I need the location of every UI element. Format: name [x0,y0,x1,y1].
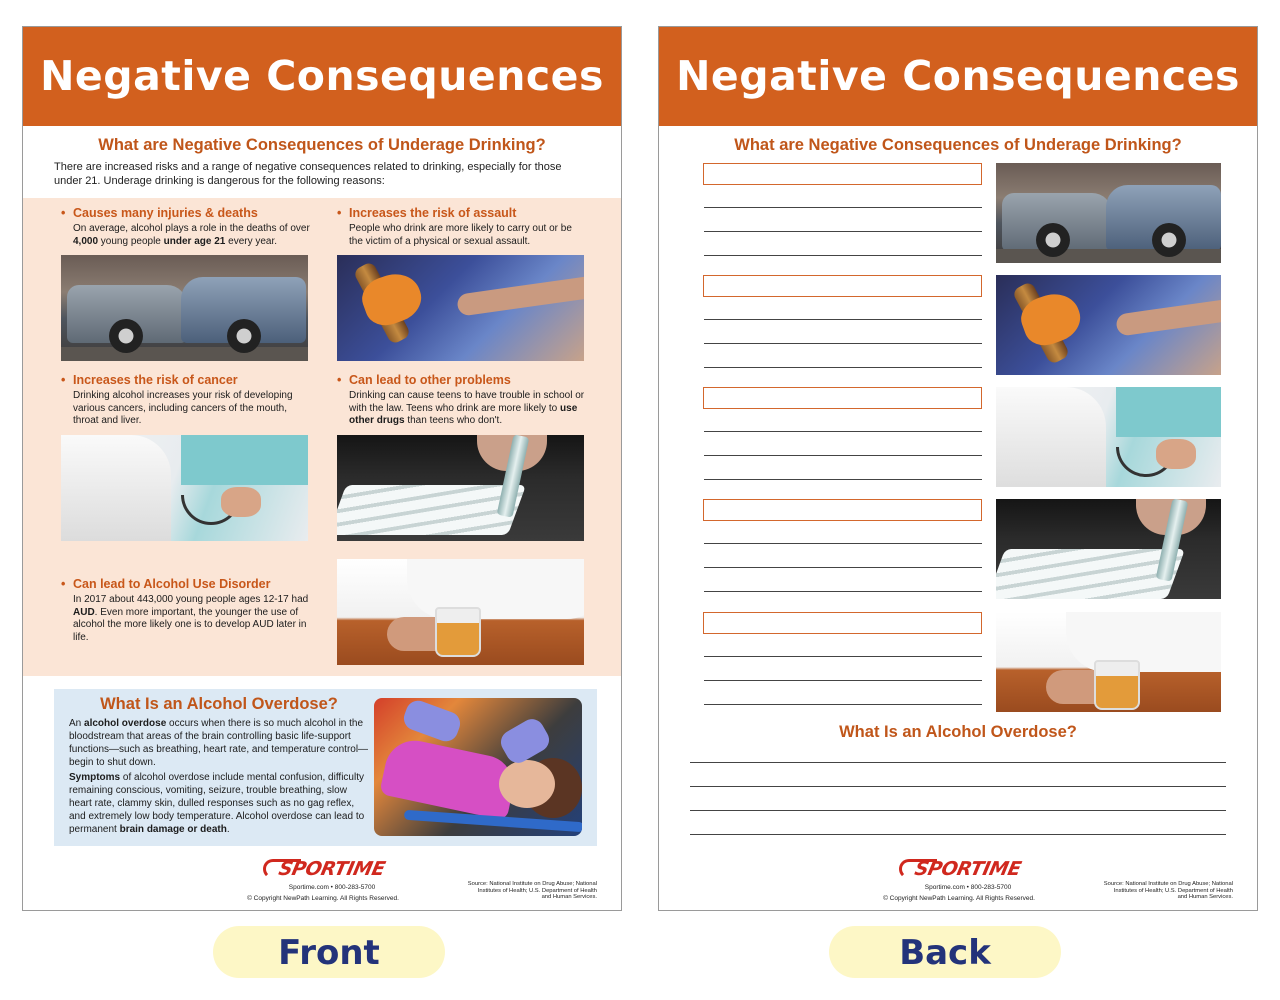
answer-line[interactable] [704,680,982,681]
answer-line[interactable] [704,431,982,432]
car-crash-photo [996,163,1221,263]
copyright-notice: © Copyright NewPath Learning. All Rights Reserved. [247,895,399,902]
text-run: People who drink are more likely to carry out or be the victim of a physical or sexual assault. [349,223,572,247]
text-emphasis: AUD [73,606,95,618]
doctor-patient-photo [61,435,308,541]
answer-line[interactable] [704,319,982,320]
text-emphasis: 4,000 [73,235,99,247]
reason-item [337,373,587,428]
overdose-panel [54,689,597,846]
text-run: than teens who don't. [404,415,503,427]
reason-title-text: Can lead to other problems [349,373,511,387]
answer-line[interactable] [704,656,982,657]
text-run: On average, alcohol plays a role in the deaths of over [73,223,310,234]
reason-description [337,390,587,428]
reason-title: • Can lead to other problems [337,373,511,387]
sportime-logo [893,853,1043,885]
reason-title: • Increases the risk of cancer [61,373,238,387]
text-run: . [226,824,230,835]
reason-item [61,373,311,428]
page-title: Negative Consequences [659,27,1257,126]
text-run: young people [98,235,164,247]
front-page [22,26,622,911]
section-heading: What are Negative Consequences of Underage Drinking? [98,136,546,154]
text-emphasis: under age 21 [163,235,226,247]
answer-line[interactable] [704,704,982,705]
answer-line[interactable] [704,343,982,344]
answer-line[interactable] [704,591,982,592]
reason-description [337,223,587,248]
reason-title: • Can lead to Alcohol Use Disorder [61,577,271,591]
reason-item [337,206,587,248]
reason-title-text: Increases the risk of assault [349,206,517,220]
text-run: An [69,718,85,729]
text-emphasis: use other drugs [349,402,578,427]
answer-line[interactable] [704,231,982,232]
text-emphasis: alcohol overdose [84,718,167,729]
text-run: of alcohol overdose include mental confusion, difficulty remaining conscious, vomiting, seizure, trouble breathing, slow heart rate, clammy skin, dulled responses such as no gag reflex, and extremely low body temperature. Alcohol overdose can lead to permanent [69,772,365,835]
copyright-notice: © Copyright NewPath Learning. All Rights Reserved. [883,895,1035,902]
back-page [658,26,1258,911]
text-emphasis: brain damage or death [119,824,227,835]
reason-description [61,223,311,248]
answer-line[interactable] [690,786,1226,787]
answer-line[interactable] [704,207,982,208]
front-label: Front [213,926,445,978]
doctor-patient-photo [996,387,1221,487]
text-run: occurs when there is so much alcohol in the bloodstream that areas of the brain controlling basic life-support functions—such as breathing, heart rate, and temperature control—begin to shut down. [69,718,369,768]
text-run: Drinking alcohol increases your risk of developing various cancers, including cancers of the mouth, throat and liver. [73,390,293,427]
answer-title-box[interactable] [703,387,982,409]
back-label: Back [829,926,1061,978]
reason-title-text: Increases the risk of cancer [73,373,238,387]
whiskey-glass-photo [996,612,1221,712]
reason-description [61,594,311,645]
answer-line[interactable] [704,455,982,456]
page-footer [23,853,621,909]
drugs-photo [337,435,584,541]
source-note: Source: National Institute on Drug Abuse; National Institutes of Health; U.S. Department of Health and Human Services. [467,881,597,901]
answer-line[interactable] [704,567,982,568]
intro-text: There are increased risks and a range of negative consequences related to drinking, especially for those under 21. Underage drinking is dangerous for the following reasons: [54,161,562,187]
brand-name: SPORTIME [276,858,387,880]
overdose-paragraph [69,717,369,769]
reason-title-text: Causes many injuries & deaths [73,206,258,220]
reason-description [61,390,311,428]
overdose-photo [374,698,582,836]
answer-line[interactable] [704,255,982,256]
answer-line[interactable] [690,810,1226,811]
whiskey-glass-photo [337,559,584,665]
car-crash-photo [61,255,308,361]
reason-item [61,577,311,645]
overdose-text [69,717,369,836]
answer-line[interactable] [690,834,1226,835]
answer-title-box[interactable] [703,275,982,297]
sportime-logo [257,853,407,885]
answer-line[interactable] [704,479,982,480]
source-note: Source: National Institute on Drug Abuse; National Institutes of Health; U.S. Department of Health and Human Services. [1103,881,1233,901]
answer-title-box[interactable] [703,499,982,521]
overdose-heading: What Is an Alcohol Overdose? [100,695,338,713]
answer-line[interactable] [690,762,1226,763]
page-footer [659,853,1257,909]
contact-info: Sportime.com • 800-283-5700 [924,884,1012,891]
text-run: . Even more important, the younger the use of alcohol the more likely one is to develop AUD later in life. [73,606,307,644]
overdose-heading: What Is an Alcohol Overdose? [839,723,1077,741]
answer-line[interactable] [704,367,982,368]
answer-title-box[interactable] [703,163,982,185]
assault-photo [337,255,584,361]
contact-info: Sportime.com • 800-283-5700 [288,884,376,891]
reason-title-text: Can lead to Alcohol Use Disorder [73,577,271,591]
drugs-photo [996,499,1221,599]
assault-photo [996,275,1221,375]
reason-item [61,206,311,248]
section-heading: What are Negative Consequences of Underage Drinking? [734,136,1182,154]
text-run: Drinking can cause teens to have trouble in school or with the law. Teens who drink are more likely to [349,390,585,414]
answer-line[interactable] [704,543,982,544]
page-title: Negative Consequences [23,27,621,126]
text-run: In 2017 about 443,000 young people ages 12-17 had [73,594,309,605]
reason-title: • Increases the risk of assault [337,206,517,220]
answer-title-box[interactable] [703,612,982,634]
text-run: every year. [225,235,278,247]
reasons-panel [23,198,621,676]
overdose-paragraph [69,771,369,836]
brand-name: SPORTIME [912,858,1023,880]
text-emphasis: Symptoms [69,772,121,783]
reason-title: • Causes many injuries & deaths [61,206,258,220]
